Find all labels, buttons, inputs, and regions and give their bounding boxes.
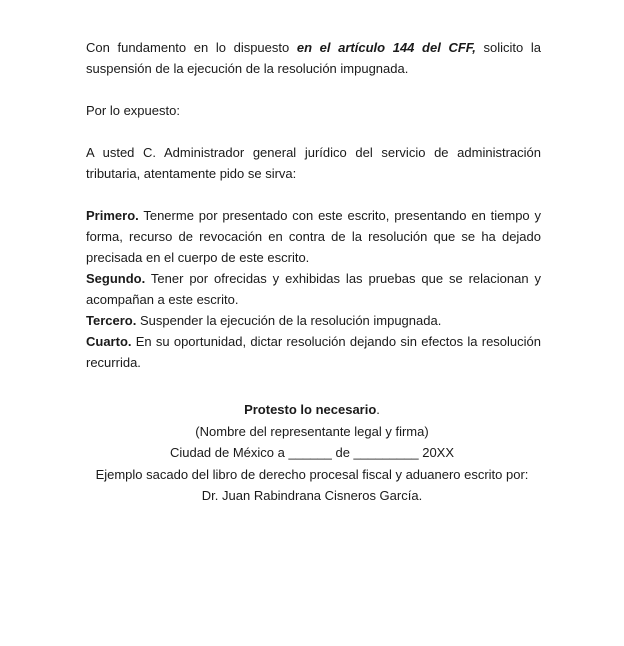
petition-text: Suspender la ejecución de la resolución impugnada.	[136, 313, 442, 328]
paragraph-addressee: A usted C. Administrador general jurídico del servicio de administración tributaria, atentamente pido se sirva:	[86, 145, 541, 181]
representative-line: (Nombre del representante legal y firma)	[195, 423, 429, 439]
petition-tercero	[86, 310, 541, 331]
paragraph-suspension-suffix: solicito la suspensión de la ejecución de la resolución impugnada.	[86, 40, 541, 76]
petition-text: En su oportunidad, dictar resolución dejando sin efectos la resolución recurrida.	[86, 334, 541, 370]
source-line: Ejemplo sacado del libro de derecho procesal fiscal y aduanero escrito por:	[95, 466, 529, 482]
petition-text: Tener por ofrecidas y exhibidas las pruebas que se relacionan y acompañan a este escrito.	[86, 271, 541, 307]
petition-cuarto	[86, 331, 541, 373]
petition-text: Tenerme por presentado con este escrito, presentando en tiempo y forma, recurso de revocación en contra de la resolución que se ha dejado precisada en el cuerpo de este escrito.	[86, 208, 541, 265]
protesto-period: .	[376, 402, 380, 417]
petition-label: Primero.	[86, 208, 139, 223]
protesto-text: Protesto lo necesario	[244, 402, 377, 417]
petition-label: Cuarto.	[86, 334, 132, 349]
petition-primero	[86, 205, 541, 268]
author-line: Dr. Juan Rabindrana Cisneros García.	[201, 488, 423, 503]
legal-reference: en el artículo 144 del CFF,	[296, 40, 476, 55]
closing-block	[0, 399, 624, 507]
petition-label: Segundo.	[86, 271, 146, 286]
protesto-line	[0, 399, 624, 421]
city-date-line: Ciudad de México a ______ de _________ 20XX	[169, 445, 455, 460]
petition-label: Tercero.	[86, 313, 137, 328]
petition-segundo	[86, 268, 541, 310]
paragraph-suspension	[86, 37, 541, 79]
paragraph-por-lo-expuesto: Por lo expuesto:	[86, 103, 180, 118]
document-body	[86, 37, 541, 373]
paragraph-suspension-prefix: Con fundamento en lo dispuesto	[86, 40, 297, 55]
